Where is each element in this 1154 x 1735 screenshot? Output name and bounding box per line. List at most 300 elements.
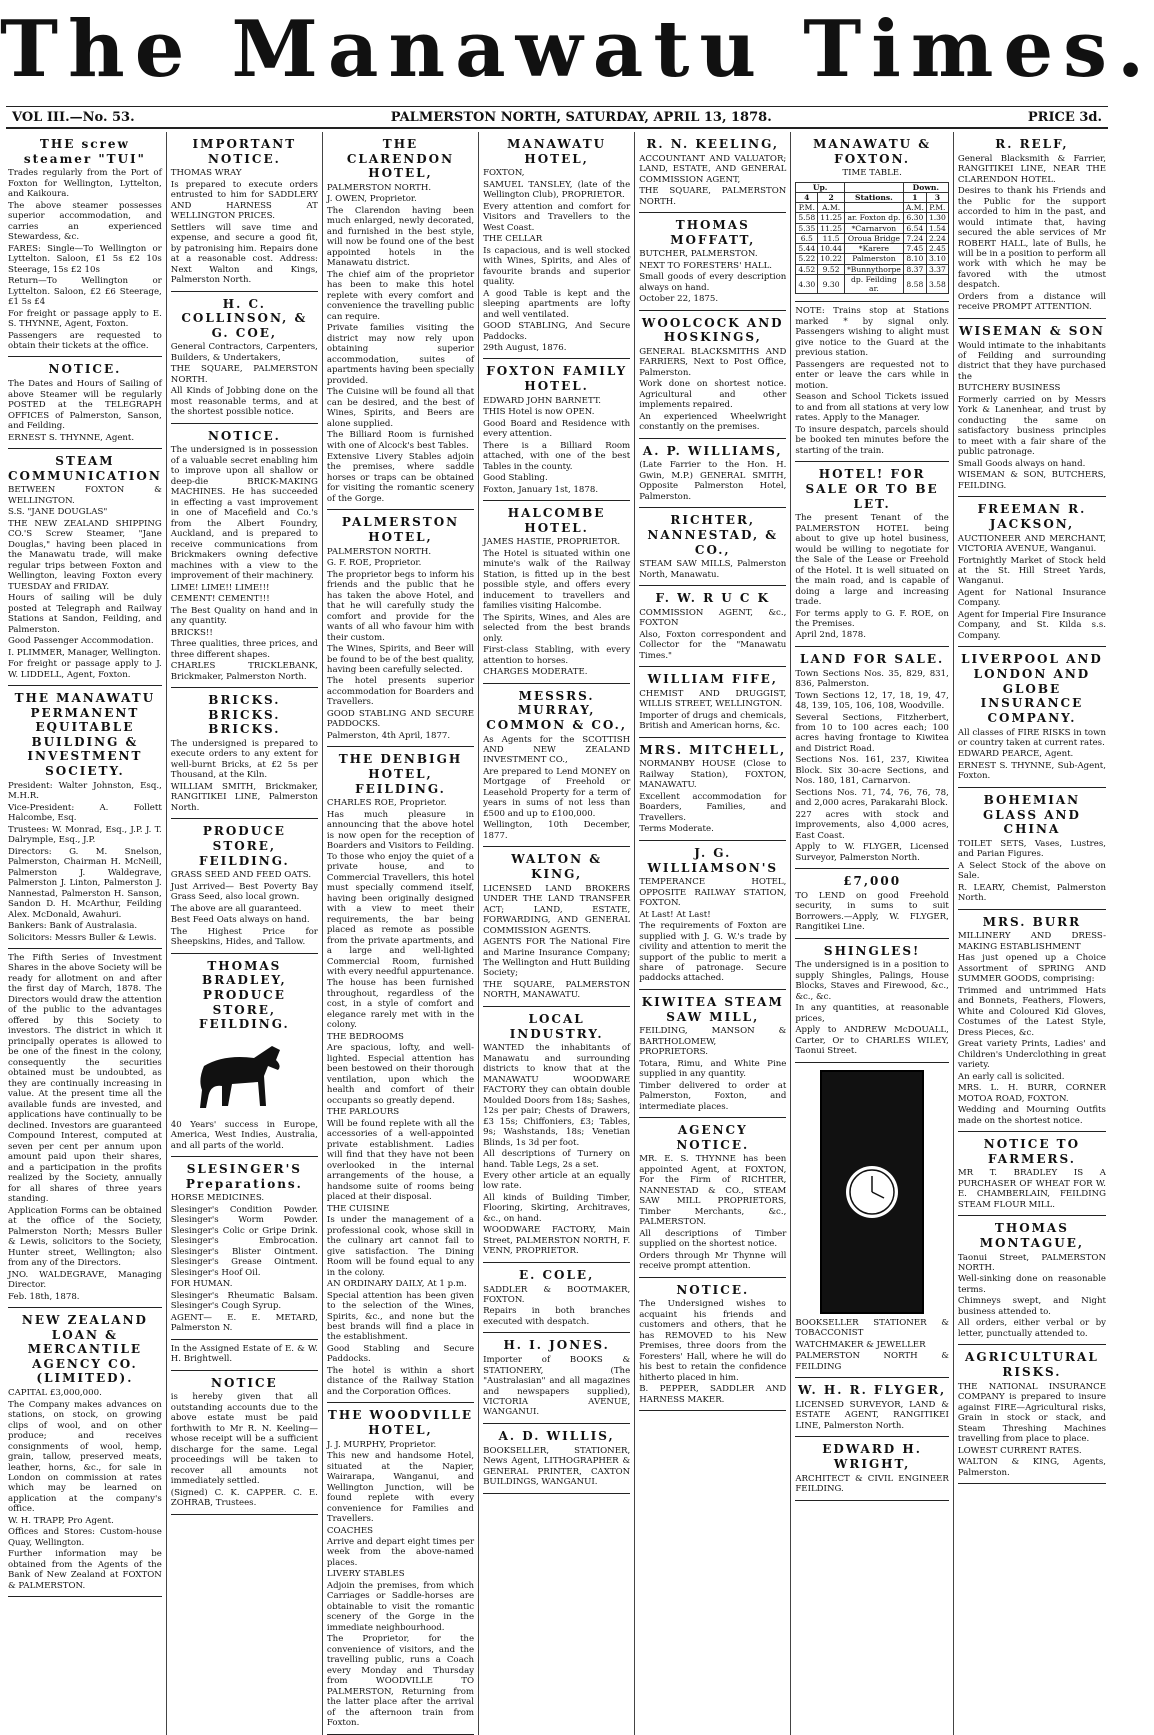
ad-text: Just Arrived— Best Poverty Bay Grass Seed, also local grown. [170,881,318,903]
ad-text: JAMES HASTIE, PROPRIETOR. [483,537,621,548]
advertisement [483,359,630,501]
ad-text: All classes of FIRE RISKS in town or country taken at current rates. [957,727,1106,748]
advertisement [483,1007,630,1263]
ad-text: PALMERSTON NORTH. [326,546,432,557]
ad-text: Importer of drugs and chemicals, British and American horns, &c. [639,710,787,732]
columns [4,132,1110,1729]
advertisement [958,1345,1106,1484]
ad-text: Settlers will save time and expense, and secure a good fit, by patronising him. Repairs done at a reasonable cost. Address: Next Walton and Kings, Palmerston North. [170,222,318,286]
ad-heading: THE DENBIGH HOTEL, FEILDING. [338,752,463,796]
ad-heading: FREEMAN R. JACKSON, [977,502,1087,531]
advertisement [171,819,318,953]
ad-heading: THOMAS MOFFATT, [670,218,756,247]
ad-text: TO LEND on good Freehold security, in sums to suit Borrowers.—Apply, W. FLYGER, Rangitikei Line. [795,890,949,933]
ad-text: ERNEST S. THYNNE, Agent. [8,432,135,443]
ad-text: Good Stabling. [483,473,548,484]
ad-heading: MANAWATU HOTEL, [507,137,607,166]
ad-text: BOOKSELLER STATIONER & TOBACCONIST [795,1317,949,1339]
ad-text: LIVERY STABLES [326,1569,405,1580]
ad-text: Foxton, January 1st, 1878. [483,484,599,495]
ad-text: Apply to ANDREW McDOUALL, Carter, Or to CHARLES WILEY, Taonui Street. [795,1025,949,1057]
table-cell: 8.10 [903,254,926,264]
advertisement [171,1371,318,1515]
ad-text: Sections Nos. 161, 237, Kiwitea Block. Six 30-acre Sections, and Nos. 180, 181, Carnarvon. [795,755,949,787]
table-cell: 10.22 [818,254,845,264]
table-cell: dp. Feilding ar. [845,274,904,294]
ad-heading: LIVERPOOL AND LONDON AND GLOBE INSURANCE COMPANY. [961,652,1103,725]
direction-up: Up. [796,182,845,192]
ad-text: GRASS SEED AND FEED OATS. [170,870,312,881]
ad-text: For freight or passage apply to J. W. LIDDELL, Agent, Foxton. [8,659,162,680]
ad-heading: £7,000 [843,874,902,889]
ad-text: 29th August, 1876. [483,343,567,353]
ad-text: Several Sections, Fitzherbert, from 10 to 100 acres each; 100 acres having frontage to Kiwitea and District Road. [795,712,949,754]
table-cell: ar. Foxton dp. [845,213,904,223]
ad-heading: E. COLE, [518,1267,595,1282]
advertisement [639,841,786,990]
ad-text: 227 acres with stock and improvements, also 4,000 acres, East Coast. [795,809,949,841]
table-cell: 3.58 [926,274,948,294]
table-cell: 6.5 [796,233,818,243]
ad-text: Timber delivered to order at Palmerston, Foxton, and intermediate places. [639,1080,787,1112]
ad-text: Private families visiting the district may now rely upon obtaining superior accommodation, suites of apartments having been specially provided. [326,323,475,386]
time-table [795,182,949,295]
ad-text: LICENSED SURVEYOR, LAND & ESTATE AGENT, RANGITIKEI LINE, Palmerston North. [795,1399,949,1431]
ad-text: S.S. "JANE DOUGLAS" [8,507,108,518]
ad-text: LICENSED LAND BROKERS UNDER THE LAND TRANSFER ACT; LAND, ESTATE, FORWARDING, AND GENERAL COMMISSION AGENTS. [483,883,631,936]
advertisement [795,939,949,1063]
advertisement [8,132,162,357]
advertisement [795,132,949,302]
advertisement [639,1118,786,1278]
table-cell: 1.30 [926,213,948,223]
ad-text: WISEMAN & SON, BUTCHERS, FEILDING. [957,470,1106,491]
ad-text: Agent for Imperial Fire Insurance Company, and St. Kilda s.s. Company. [957,609,1106,641]
ad-text: Slesinger's Condition Powder. Slesinger's Worm Powder. Slesinger's Colic or Gripe Drink. Slesinger's Embrocation. Slesinger's Blister Ointment. Slesinger's Grease Ointment. Slesinger's Hoof Oil. [170,1204,318,1278]
ad-text: The undersigned is prepared to execute orders to any extent for well-burnt Bricks, at £2 5s per Thousand, at the Kiln. [170,739,318,781]
ad-text: THE NEW ZEALAND SHIPPING CO.'S Screw Steamer, "Jane Douglas," having been placed in the Manawatu trade, will make regular trips between Foxton and Wellington, leaving Foxton every TUESDAY and FRIDAY. [8,518,162,592]
ad-heading: IMPORTANT NOTICE. [192,137,297,166]
ad-heading: F. W. R U C K [655,591,771,606]
ad-text: The hotel is within a short distance of the Railway Station and the Corporation Offices. [326,1365,475,1397]
ad-text: Trimmed and untrimmed Hats and Bonnets, Feathers, Flowers, White and Coloured Kid Gloves, Costumes of the Latest Style, Dress Pieces, &c. [957,985,1106,1038]
horse-silhouette [200,1046,280,1108]
ad-text: Return—To Wellington or Lyttelton. Saloon, £2 £6 Steerage, £1 5s £4 [8,276,162,308]
ad-heading: NOTICE. [676,1282,750,1297]
ad-text: President: Walter Johnston, Esq., M.H.R. [8,780,162,802]
ad-text: Feb. 18th, 1878. [8,1291,80,1302]
ad-text: Formerly carried on by Messrs York & Lanenhear, and trust by conducting the same on satisfactory business principles to meet with a fair share of the public patronage. [957,394,1106,458]
advertisement [8,1308,162,1597]
ad-text: Trustees: W. Monrad, Esq., J.P. J. T. Dalrymple, Esq., J.P. [8,824,162,846]
horse-illustration [184,1036,304,1116]
ad-heading: BRICKS. BRICKS. BRICKS. [208,693,281,737]
ad-text: AGENT— E. E. METARD, Palmerston N. [170,1312,318,1334]
ad-text: Is capacious, and is well stocked with Wines, Spirits, and Ales of favourite brands and superior quality. [483,245,631,288]
column-6 [791,132,954,1735]
ad-heading: LAND FOR SALE. [800,651,945,666]
ad-text: BRICKS!! [170,627,213,638]
ad-text: Are prepared to Lend MONEY on Mortgage of Freehold or Leasehold Property for a term of years in sums of not less than £500 and up to £100,000. [483,766,631,819]
ad-text: The house has been furnished throughout, regardless of the cost, in a style of comfort and elegance rarely met with in the colony. [326,978,475,1031]
advertisement [8,357,162,449]
table-cell: 9.52 [818,264,845,274]
ad-text: FOR HUMAN. [170,1279,233,1290]
ad-text: The undersigned is in a position to supply Shingles, Palings, House Blocks, Staves and Firewood, &c., &c., &c. [795,960,949,1002]
ad-text: CHEMIST AND DRUGGIST, WILLIS STREET, WELLINGTON. [639,688,787,710]
table-cell: 5.44 [796,244,818,254]
advertisement [639,667,786,738]
ad-text: (Signed) C. K. CAPPER. C. E. ZOHRAB, Trustees. [170,1487,318,1509]
ad-text: TEMPERANCE HOTEL, OPPOSITE RAILWAY STATION, FOXTON. [639,877,787,909]
ad-text: GOOD STABLING AND SECURE PADDOCKS. [326,708,475,730]
ad-heading: A. D. WILLIS, [498,1428,615,1443]
ad-heading: NOTICE [211,1375,278,1390]
dateline [6,106,1108,129]
advertisement [958,1132,1106,1216]
ad-text: Good Passenger Accommodation. [8,636,154,647]
ad-text: Trades regularly from the Port of Foxton for Wellington, Lyttelton, and Kaikoura. [8,168,162,200]
column-header: 1 [903,192,926,202]
ad-text: Directors: G. M. Snelson, Palmerston, Chairman H. McNeill, Palmerston J. Waldegrave, Palmerston J. Linton, Palmerston J. Nannestad, Palmerston H. Sanson, Sandon D. H. McArthur, Feilding Alex. McDonald, Awahuri. [8,846,162,920]
table-row [796,213,949,223]
advertisement [958,319,1106,497]
ad-text: is hereby given that all outstanding accounts due to the above estate must be paid forthwith to Mr R. N. Keeling—whose receipt will be a sufficient discharge for the same. Legal proceedings will be taken to recover all amounts not immediately settled. [170,1392,318,1487]
ad-text: Town Sections Nos. 35, 829, 831, 836, Palmerston. [795,668,949,690]
ad-text: The Wines, Spirits, and Beer will be found to be of the best quality, having been carefully selected. [326,644,475,675]
table-cell: 8.58 [903,274,926,294]
ad-text: Palmerston, 4th April, 1877. [326,730,451,741]
ad-text: NEXT TO FORESTERS' HALL. [639,260,773,271]
ad-heading: NEW ZEALAND LOAN & MERCANTILE AGENCY CO. (LIMITED). [21,1312,148,1386]
ad-text: WALTON & KING, Agents, Palmerston. [957,1457,1106,1478]
ad-text: AGENTS FOR The National Fire and Marine Insurance Company; The Wellington and Hutt Building Society; [483,937,631,979]
ad-heading: WALTON & KING, [511,852,603,881]
ad-text: EDWARD JOHN BARNETT. [483,395,602,406]
ad-heading: THE screw steamer "TUI" [23,137,146,166]
advertisement [171,688,318,819]
table-cell: 4.30 [796,274,818,294]
ad-text: In the Assigned Estate of E. & W. H. Brightwell. [170,1343,318,1365]
ad-text: The Spirits, Wines, and Ales are selected from the best brands only. [483,612,631,644]
table-cell: 10.44 [818,244,845,254]
ad-text: At Last! At Last! [639,909,711,920]
ad-text: Passengers are requested to obtain their tickets at the office. [8,330,162,351]
ad-text: Would intimate to the inhabitants of Feilding and surrounding district that they have purchased the [957,340,1106,382]
ad-text: To insure despatch, parcels should be booked ten minutes before the starting of the train. [795,424,949,456]
ad-text: The Billiard Room is furnished with one of Alcock's best Tables. [326,430,475,451]
ad-heading: FOXTON FAMILY HOTEL. [486,364,628,394]
ad-text: October 22, 1875. [639,294,719,305]
ad-heading: STEAM COMMUNICATION [8,454,162,483]
advertisement [483,1263,630,1334]
price: PRICE 3d. [1027,109,1102,125]
column-1 [4,132,167,1735]
ad-text: Season and School Tickets issued to and from all stations at very low rates. Apply to the Manager. [795,392,949,424]
ad-text: The proprietor begs to inform his friends and the public that he has taken the above Hotel, and that he will carefully study the comfort and provide for the wants of all who favour him with their custom. [326,569,475,643]
table-cell: 11.25 [818,213,845,223]
table-cell: 5.22 [796,254,818,264]
column-3 [323,132,479,1735]
advertisement [483,132,630,359]
advertisement [958,1216,1106,1345]
ad-text: Wedding and Mourning Outfits made on the shortest notice. [957,1105,1106,1126]
ad-heading: THE MANAWATU PERMANENT EQUITABLE BUILDING & INVESTMENT SOCIETY. [14,690,156,779]
table-cell: 7.45 [903,244,926,254]
ad-text: Desires to thank his Friends and the Public for the support accorded to him in the past, and would intimate that, having secured the able services of Mr ROBERT HALL, late of Bulls, he will be in a position to perform all work with which he may be favored with the utmost despatch. [957,186,1106,291]
ad-text: WANTED the inhabitants of Manawatu and surrounding districts to know that at the MANAWATU WOODWARE FACTORY they can obtain double Moulded Doors from 18s; Sashes, 12s per pair; Chests of Drawers, £3 15s; Chiffoniers, £3; Tables, 9s; Washstands, 18s; Venetian Blinds, 1s 3d per foot. [483,1043,631,1148]
advertisement [639,213,786,311]
table-cell: *Bunnythorpe [845,264,904,274]
advertisement [795,647,949,869]
ad-text: Orders through Mr Thynne will receive prompt attention. [639,1250,787,1272]
ad-heading: H. C. COLLINSON, & G. COE, [181,296,308,340]
ad-text: Work done on shortest notice. Agricultural and other implements repaired. [639,379,787,411]
ad-text: Has much pleasure in announcing that the above hotel is now open for the reception of Boarders and Visitors to Feilding. To those who enjoy the quiet of a private house, and to Commercial Travellers, this hotel must specially commend itself, having been originally designed with a view to meet their requirements, the bar being placed as remote as possible from the private apartments, and a large and well-lighted Commercial Room, furnished with every needful appurtenance. [326,809,475,977]
ad-text: PALMERSTON NORTH & FEILDING [795,1351,949,1372]
ad-text: The present Tenant of the PALMERSTON HOTEL being about to give up hotel business, would be willing to negotiate for the Sale of the Lease or Freehold of the Hotel. It is well situated on the main road, and is capable of doing a large and increasing trade. [795,513,949,608]
ad-text: The Dates and Hours of Sailing of above Steamer will be regularly POSTED at the TELEGRAPH OFFICES of Palmerston, Sanson, and Feilding. [8,379,162,432]
volume-number: VOL III.—No. 53. [12,109,135,125]
ad-heading: SHINGLES! [823,943,921,958]
advertisement [958,647,1106,788]
ad-heading: PRODUCE STORE, FEILDING. [199,824,290,868]
advertisement [171,1157,318,1340]
ad-text: April 2nd, 1878. [795,630,866,641]
ad-text: CHARGES MODERATE. [483,667,588,678]
table-cell: P.M. [796,203,818,213]
ad-text: Sections Nos. 71, 74, 76, 76, 78, and 2,000 acres, Parakarahi Block. [795,787,949,809]
advertisement [483,847,630,1007]
ad-text: Is prepared to execute orders entrusted to him for SADDLERY AND HARNESS AT WELLINGTON PRICES. [170,179,318,222]
table-cell: Oroua Bridge [845,233,904,243]
ad-text: MRS. L. H. BURR, CORNER MOTOA ROAD, FOXTON. [957,1083,1106,1104]
advertisement [639,439,786,509]
advertisement [8,949,162,1308]
ad-heading: MESSRS. MURRAY, COMMON & CO., [486,688,628,732]
advertisement [171,954,318,1158]
ad-text: Good Stabling and Secure Paddocks. [326,1343,475,1365]
table-cell: P.M. [926,203,948,213]
ad-text: All descriptions of Turnery on hand. Table Legs, 2s a set. [483,1149,631,1170]
ad-text: Taonui Street, PALMERSTON NORTH. [957,1252,1106,1273]
table-row [796,254,949,264]
ad-text: COACHES [326,1525,373,1536]
ad-text: B. PEPPER, SADDLER AND HARNESS MAKER. [639,1384,787,1405]
table-row [796,274,949,294]
table-cell: 2.45 [926,244,948,254]
ad-text: Repairs in both branches executed with despatch. [483,1306,631,1327]
ad-text: Bankers: Bank of Australasia. [8,921,138,932]
advertisement [795,1063,949,1378]
ad-text: Good Board and Residence with every attention. [483,418,631,440]
ad-text: The Best Quality on hand and in any quantity. [170,605,318,627]
ad-text: FEILDING, MANSON & BARTHOLOMEW, PROPRIETORS. [639,1026,787,1058]
table-cell: A.M. [903,203,926,213]
advertisement [327,747,474,1403]
ad-heading: R. RELF, [995,137,1069,151]
ad-text: EDWARD PEARCE, Agent. [957,749,1074,760]
ad-text: This new and handsome Hotel, situated at the Napier, Wairarapa, Wanganui, and Wellington Junction, will be found replete with every convenience for Families and Travellers. [326,1451,475,1525]
table-cell: 3.10 [926,254,948,264]
ad-text: The Proprietor, for the convenience of visitors, and the travelling public, runs a Coach every Monday and Thursday from WOODVILLE TO PALMERSTON, Returning from the latter place after the arrival of the afternoon train from Foxton. [326,1634,475,1729]
ad-heading: AGRICULTURAL RISKS. [965,1350,1099,1379]
advertisement [795,462,949,647]
ad-heading: BOHEMIAN GLASS AND CHINA [982,792,1081,837]
ad-text: ARCHITECT & CIVIL ENGINEER FEILDING. [795,1473,949,1495]
ad-text: Every attention and comfort for Visitors and Travellers to the West Coast. [483,201,631,233]
ad-text: The Hotel is situated within one minute's walk of the Railway Station, is fitted up in the best possible style, and offers every inducement to travellers and families visiting Halcombe. [483,548,631,612]
ad-text: All kinds of Building Timber, Flooring, Skirting, Architraves, &c., on hand. [483,1192,631,1224]
ad-text: Hours of sailing will be duly posted at Telegraph and Railway Stations at Sandon, Feilding, and Palmerston. [8,593,162,635]
ad-heading: HOTEL! FOR SALE OR TO BE LET. [805,467,939,511]
ad-text: Will be found replete with all the accessories of a well-appointed private establishment. Ladies will find that they have not been overlooked in the internal arrangements of the house, a handsome suite of rooms being placed at their disposal. [326,1118,475,1203]
ad-text: Three qualities, three prices, and three different shapes. [170,639,318,660]
advertisement [639,508,786,586]
ad-text: MILLINERY AND DRESS-MAKING ESTABLISHMENT [957,931,1106,952]
ad-text: First-class Stabling, with every attention to horses. [483,645,631,666]
ad-text: CHARLES TRICKLEBANK, Brickmaker, Palmerston North. [170,661,318,682]
ad-text: SAMUEL TANSLEY, (late of the Wellington Club), PROPRIETOR. [483,179,631,201]
ad-text: BUTCHERY BUSINESS [957,383,1061,394]
ad-heading: A. P. WILLIAMS, [642,443,783,458]
ad-text: Great variety Prints, Ladies' and Children's Underclothing in great variety. [957,1039,1106,1071]
ad-text: Well-sinking done on reasonable terms. [957,1274,1106,1295]
ad-text: Town Sections 12, 17, 18, 19, 47, 48, 139, 105, 106, 108, Woodville. [795,690,949,712]
ad-text: W. H. TRAPP, Pro Agent. [8,1515,114,1526]
ad-text: NORMANBY HOUSE (Close to Railway Station), FOXTON, MANAWATU. [639,759,787,791]
ad-text: Are spacious, lofty, and well-lighted. Especial attention has been bestowed on their thorough ventilation, upon which the health and comfort of their occupants so greatly depend. [326,1043,475,1106]
ad-text: TOILET SETS, Vases, Lustres, and Parian Figures. [957,838,1106,860]
ad-text: The Fifth Series of Investment Shares in the above Society will be ready for allotment on and after the first day of March, 1878. The Directors would draw the attention of the public to the advantages offered by this Society to investors. The district in which it principally operates is allowed to be one of the finest in the colony, consequently the securities obtained must be undoubted, as they are continually increasing in value. At the present time all the available funds are invested, and applications have continually to be declined. Investors are guaranteed Compound Interest, computed at seven per cent per annum upon amount paid upon their shares, and a participation in the profits realized by the Society, annually for all shares of three years standing. [8,953,162,1205]
table-row [796,233,949,243]
ad-heading: EDWARD H. WRIGHT, [822,1442,922,1471]
table-cell: 7.24 [903,233,926,243]
ad-heading: J. G. WILLIAMSON'S [647,845,779,875]
advertisement [795,1437,949,1500]
table-cell: 3.37 [926,264,948,274]
ad-heading: WISEMAN & SON [959,323,1105,338]
ad-text: Wellington, 10th December, 1877. [483,820,631,841]
table-cell [845,203,904,213]
place-date: PALMERSTON NORTH, SATURDAY, APRIL 13, 1878. [390,109,772,125]
ad-text: The above steamer possesses superior accommodation, and carries an experienced Stewardess, &c. [8,200,162,243]
newspaper-title: The Manawatu Times. [0,4,1154,95]
ad-text: General Blacksmith & Farrier, RANGITIKEI LINE, NEAR THE CLARENDON HOTEL. [957,153,1106,185]
ad-heading: MRS. BURR [982,914,1082,929]
ad-text: Arrive and depart eight times per week from the above-named places. [326,1536,475,1568]
table-row [796,223,949,233]
ad-text: The undersigned is in possession of a valuable secret enabling him to improve upon all shallow or deep-die BRICK-MAKING MACHINES. He has succeeded in effecting a vast improvement in one of Macefield and Co.'s from the Albert Foundry, Auckland, and is prepared to receive communications from Brickmakers owning defective machines with a view to the improvement of their machinery. [170,445,318,582]
column-header: 4 [796,192,818,202]
advertisement [171,1340,318,1371]
column-2 [167,132,323,1735]
ad-text: THE SQUARE, PALMERSTON NORTH. [639,186,787,207]
ad-text: A Select Stock of the above on Sale. [957,860,1106,882]
table-cell: 9.30 [818,274,845,294]
ad-text: Adjoin the premises, from which Carriages or Saddle-horses are obtainable to visit the romantic scenery of the Gorge in the immediate neighbourhood. [326,1580,475,1633]
ad-text: THE SQUARE, PALMERSTON NORTH. [170,364,318,385]
ad-text: (Late Farrier to the Hon. H. Gwin, M.P.) GENERAL SMITH, Opposite Palmerston Hotel, Palmerston. [639,460,787,502]
ad-text: WATCHMAKER & JEWELLER [795,1339,926,1350]
ad-heading: THE WOODVILLE HOTEL, [327,1408,474,1437]
ad-text: G. F. ROE, Proprietor. [326,558,422,569]
direction-down: Down. [903,182,948,192]
advertisement [639,738,786,841]
advertisement [327,132,474,510]
ad-text: Best Feed Oats always on hand. [170,915,310,926]
table-cell: 1.54 [926,223,948,233]
advertisement [639,311,786,439]
column-header: 2 [818,192,845,202]
ad-text: AN ORDINARY DAILY, At 1 p.m. [326,1279,467,1290]
ad-heading: THE CLARENDON HOTEL, [346,137,455,181]
advertisement [639,132,786,213]
table-cell: A.M. [818,203,845,213]
advertisement [958,132,1106,319]
ad-text: GENERAL BLACKSMITHS AND FARRIERS, Next to Post Office, Palmerston. [639,346,787,378]
ad-text: J. J. MURPHY, Proprietor. [326,1439,437,1450]
ad-text: All Kinds of Jobbing done on the most reasonable terms, and at the shortest possible notice. [170,386,318,418]
table-cell: 8.37 [903,264,926,274]
ad-text: Further information may be obtained from the Agents of the Bank of New Zealand at FOXTON & PALMERSTON. [8,1549,162,1591]
ad-text: TIME TABLE. [842,168,902,179]
table-cell: *Carnarvon [845,223,904,233]
ad-heading: NOTICE. [48,362,122,377]
ad-text: BOOKSELLER, STATIONER, News Agent, LITHOGRAPHER & GENERAL PRINTER, CAXTON BUILDINGS, WANGANUI. [483,1445,631,1488]
ad-text: Small Goods always on hand. [957,458,1086,469]
ad-text: STEAM SAW MILLS, Palmerston North, Manawatu. [639,559,787,580]
ad-text: I. PLIMMER, Manager, Wellington. [8,647,161,658]
ad-text: Apply to W. FLYGER, Licensed Surveyor, Palmerston North. [795,842,949,863]
ad-text: THE NATIONAL INSURANCE COMPANY is prepared to insure against FIRE—Agricultural risks, Grain in stock or stack, and Steam Threshing Machines travelling from place to place. [957,1381,1106,1445]
table-row [796,244,949,254]
advertisement [958,497,1106,647]
ad-text: Totara, Rimu, and White Pine supplied in any quantity. [639,1058,787,1080]
masthead [0,0,1154,104]
ad-text: PALMERSTON NORTH. [326,182,432,193]
ad-heading: AGENCY NOTICE. [676,1123,750,1152]
advertisement [795,302,949,462]
advertisement [483,1424,630,1494]
ad-text: JNO. WALDEGRAVE, Managing Director. [8,1269,162,1291]
ad-text: Vice-President: A. Follett Halcombe, Esq. [8,802,162,824]
ad-text: Excellent accommodation for Boarders, Families, and Travellers. [639,791,787,823]
ad-heading: W. H. R. FLYGER, [797,1383,947,1398]
ad-text: As Agents for the SCOTTISH AND NEW ZEALAND INVESTMENT CO., [483,734,631,766]
ad-text: Every other article at an equally low rate. [483,1171,631,1192]
table-cell: 11.25 [818,223,845,233]
ad-text: Importer of BOOKS & STATIONERY, (The "Australasian" and all magazines and newspapers supplied), VICTORIA AVENUE, WANGANUI. [483,1355,631,1418]
ad-text: FARES: Single—To Wellington or Lyttelton. Saloon, £1 5s £2 10s Steerage, 15s £2 10s [8,243,162,275]
advertisement [958,788,1106,910]
ad-heading: NOTICE. [207,428,281,443]
table-cell: 6.54 [903,223,926,233]
ad-text: ACCOUNTANT AND VALUATOR; LAND, ESTATE, AND GENERAL COMMISSION AGENT, [639,153,787,185]
direction-spacer [845,182,904,192]
column-4 [479,132,635,1735]
direction-row [796,182,949,192]
ad-text: The requirements of Foxton are supplied with J. G. W.'s trade by civility and attention to merit the support of the public to merit a share of patronage. Secure paddocks attached. [639,921,787,984]
ad-heading: MRS. MITCHELL, [639,742,787,757]
table-cell: 5.35 [796,223,818,233]
ad-text: The Cuisine will be found all that can be desired, and the best of Wines, Spirits, and Beers are alone supplied. [326,387,475,429]
ad-heading: SLESINGER'S Preparations. [185,1162,303,1191]
ad-text: THE SQUARE, PALMERSTON NORTH, MANAWATU. [483,979,631,1001]
ad-heading: MANAWATU & FOXTON. [813,137,932,166]
advertisement [639,1278,786,1411]
ad-text: For freight or passage apply to E. S. THYNNE, Agent, Foxton. [8,308,162,330]
